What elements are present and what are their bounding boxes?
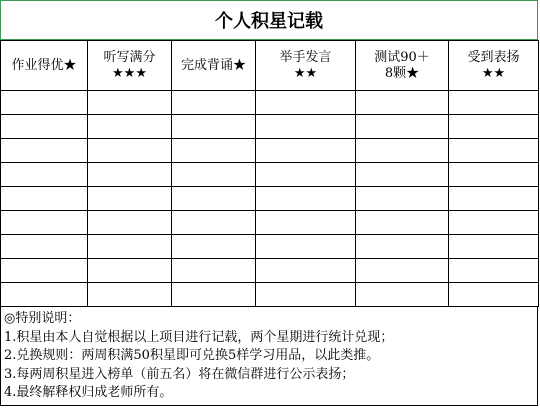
record-cell[interactable] (356, 235, 449, 259)
header-row (1, 41, 539, 91)
record-cell[interactable] (449, 283, 539, 307)
column-header-speaking: 举手发言 ★★ (256, 41, 356, 91)
star-record-table (0, 40, 539, 307)
record-cell[interactable] (1, 283, 88, 307)
record-cell[interactable] (449, 115, 539, 139)
record-cell[interactable] (256, 283, 356, 307)
record-cell[interactable] (88, 283, 172, 307)
record-cell[interactable] (449, 235, 539, 259)
record-cell[interactable] (1, 211, 88, 235)
record-cell[interactable] (449, 187, 539, 211)
sheet-title: 个人积星记载 (0, 0, 538, 40)
record-cell[interactable] (449, 211, 539, 235)
column-header-recitation: 完成背诵★ (172, 41, 256, 91)
record-cell[interactable] (356, 115, 449, 139)
table-row (1, 211, 539, 235)
table-body (1, 91, 539, 307)
record-cell[interactable] (256, 163, 356, 187)
notes-section (0, 306, 538, 406)
record-cell[interactable] (256, 115, 356, 139)
record-cell[interactable] (256, 139, 356, 163)
record-cell[interactable] (172, 115, 256, 139)
column-header-test: 测试90＋ 8颗★ (356, 41, 449, 91)
record-cell[interactable] (256, 211, 356, 235)
record-cell[interactable] (356, 139, 449, 163)
record-cell[interactable] (88, 91, 172, 115)
record-cell[interactable] (449, 91, 539, 115)
record-cell[interactable] (172, 139, 256, 163)
table-row (1, 139, 539, 163)
record-cell[interactable] (88, 115, 172, 139)
record-cell[interactable] (256, 187, 356, 211)
record-cell[interactable] (1, 139, 88, 163)
note-item-4: 4.最终解释权归成老师所有。 (4, 385, 173, 400)
record-cell[interactable] (88, 187, 172, 211)
column-header-homework: 作业得优★ (1, 41, 88, 91)
record-cell[interactable] (1, 91, 88, 115)
record-cell[interactable] (88, 235, 172, 259)
note-item-3: 3.每两周积星进入榜单（前五名）将在微信群进行公示表扬； (4, 366, 355, 382)
record-cell[interactable] (1, 163, 88, 187)
record-cell[interactable] (1, 235, 88, 259)
record-cell[interactable] (172, 91, 256, 115)
record-cell[interactable] (172, 235, 256, 259)
record-cell[interactable] (172, 211, 256, 235)
record-cell[interactable] (356, 211, 449, 235)
note-item-1: 1.积星由本人自觉根据以上项目进行记载，两个星期进行统计兑现； (4, 329, 394, 345)
table-row (1, 235, 539, 259)
table-row (1, 187, 539, 211)
table-row (1, 163, 539, 187)
record-cell[interactable] (1, 115, 88, 139)
column-header-praise: 受到表扬 ★★ (449, 41, 539, 91)
notes-heading: ◎特别说明： (4, 311, 81, 326)
record-cell[interactable] (1, 187, 88, 211)
table-row (1, 259, 539, 283)
record-cell[interactable] (356, 91, 449, 115)
record-cell[interactable] (88, 163, 172, 187)
record-cell[interactable] (172, 163, 256, 187)
column-header-dictation: 听写满分 ★★★ (88, 41, 172, 91)
record-cell[interactable] (172, 259, 256, 283)
table-row (1, 115, 539, 139)
record-cell[interactable] (88, 259, 172, 283)
record-cell[interactable] (256, 91, 356, 115)
note-item-2: 2.兑换规则：两周积满50积星即可兑换5样学习用品，以此类推。 (4, 348, 380, 363)
record-cell[interactable] (88, 211, 172, 235)
record-cell[interactable] (172, 283, 256, 307)
record-cell[interactable] (256, 235, 356, 259)
record-cell[interactable] (88, 139, 172, 163)
table-row (1, 91, 539, 115)
record-cell[interactable] (256, 259, 356, 283)
record-cell[interactable] (356, 283, 449, 307)
record-cell[interactable] (356, 259, 449, 283)
table-row (1, 283, 539, 307)
record-cell[interactable] (356, 187, 449, 211)
record-cell[interactable] (449, 163, 539, 187)
record-cell[interactable] (172, 187, 256, 211)
record-cell[interactable] (356, 163, 449, 187)
record-cell[interactable] (449, 139, 539, 163)
record-cell[interactable] (449, 259, 539, 283)
record-cell[interactable] (1, 259, 88, 283)
